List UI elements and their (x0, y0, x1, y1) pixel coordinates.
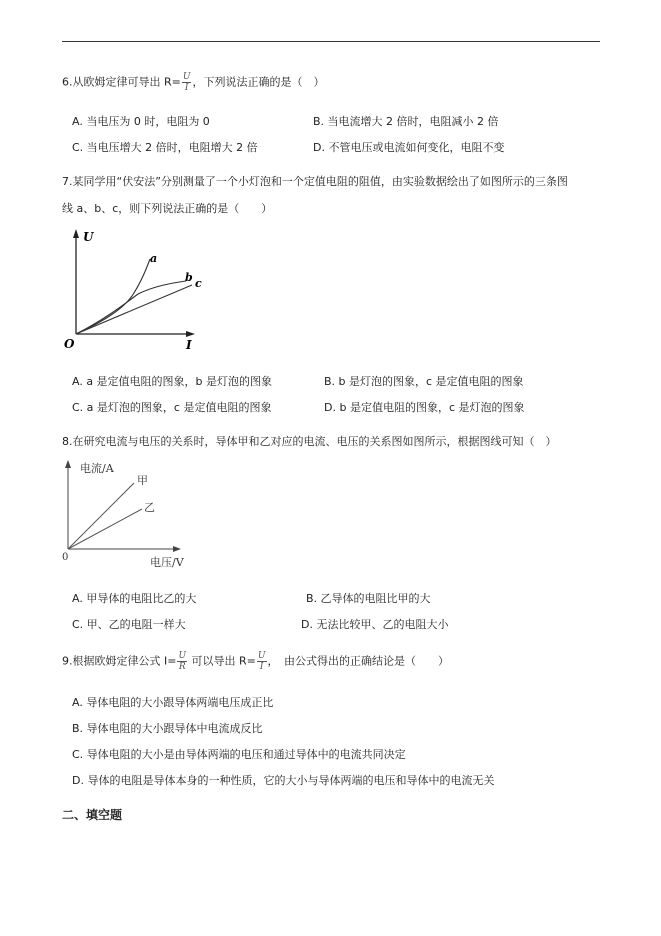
q9-stem-post: ， 由公式得出的正确结论是（ ） (267, 654, 449, 668)
q8-option-c[interactable]: C. 甲、乙的电阻一样大 (72, 618, 186, 631)
q7-option-d[interactable]: D. b 是定值电阻的图象，c 是灯泡的图象 (324, 401, 525, 414)
q7-x-label: I (186, 338, 192, 351)
q8-x-label: 电压/V (150, 556, 184, 569)
q9-option-b[interactable]: B. 导体电阻的大小跟导体中电流成反比 (72, 722, 263, 735)
q7-option-a[interactable]: A. a 是定值电阻的图象，b 是灯泡的图象 (72, 375, 273, 388)
q6-option-d[interactable]: D. 不管电压或电流如何变化，电阻不变 (313, 141, 505, 154)
q7-y-arrow-icon (73, 229, 79, 238)
q9-option-c[interactable]: C. 导体电阻的大小是由导体两端的电压和通过导体中的电流共同决定 (72, 748, 406, 761)
q9-stem-mid: 可以导出 R= (188, 654, 256, 668)
q8-y-arrow-icon (65, 460, 71, 468)
q8-option-d[interactable]: D. 无法比较甲、乙的电阻大小 (301, 618, 449, 631)
q7-option-c[interactable]: C. a 是灯泡的图象，c 是定值电阻的图象 (72, 401, 272, 414)
q7-option-b[interactable]: B. b 是灯泡的图象，c 是定值电阻的图象 (324, 375, 524, 388)
q8-line-yi (68, 509, 142, 549)
q6-stem-pre: 6.从欧姆定律可导出 R= (62, 75, 181, 89)
q8-line-jia (68, 483, 134, 549)
q9-stem-pre: 9.根据欧姆定律公式 I= (62, 654, 177, 668)
q8-label-yi: 乙 (144, 501, 155, 514)
q9-stem (62, 651, 449, 672)
q7-y-label: U (83, 230, 94, 244)
q7-stem-line2: 线 a、b、c，则下列说法正确的是（ ） (62, 202, 273, 215)
q6-option-b[interactable]: B. 当电流增大 2 倍时，电阻减小 2 倍 (313, 115, 499, 128)
header-rule (62, 41, 600, 42)
q7-label-a: a (150, 252, 158, 265)
q7-stem-line1: 7.某同学用“伏安法”分别测量了一个小灯泡和一个定值电阻的阻值，由实验数据绘出了如图所示的三条图 (62, 175, 568, 188)
q8-x-arrow-icon (173, 546, 181, 552)
q6-stem-post: ，下列说法正确的是（ ） (192, 75, 325, 89)
q8-option-a[interactable]: A. 甲导体的电阻比乙的大 (72, 592, 197, 605)
q6-stem (62, 72, 324, 93)
q8-label-jia: 甲 (137, 474, 148, 487)
q9-option-d[interactable]: D. 导体的电阻是导体本身的一种性质，它的大小与导体两端的电压和导体中的电流无关 (72, 774, 495, 787)
q7-x-arrow-icon (186, 331, 195, 337)
q7-label-c: c (195, 277, 202, 290)
q8-graph (60, 457, 200, 572)
q7-curve-a (76, 259, 150, 334)
q6-option-c[interactable]: C. 当电压增大 2 倍时，电阻增大 2 倍 (72, 141, 258, 154)
q8-stem: 8.在研究电流与电压的关系时，导体甲和乙对应的电流、电压的关系图如图所示，根据图线可知（ ） (62, 435, 557, 448)
q8-y-label: 电流/A (80, 462, 114, 475)
q9-option-a[interactable]: A. 导体电阻的大小跟导体两端电压成正比 (72, 696, 274, 709)
section-heading: 二、填空题 (62, 808, 123, 822)
q9-fraction-r: $\frac{U}{I}$ (257, 651, 266, 672)
q7-origin-label: O (64, 337, 75, 351)
q9-fraction-i: $\frac{U}{R}$ (178, 651, 187, 672)
q8-option-b[interactable]: B. 乙导体的电阻比甲的大 (306, 592, 431, 605)
q8-origin-label: 0 (62, 552, 69, 563)
q7-label-b: b (185, 271, 193, 284)
q7-graph (62, 226, 212, 351)
q6-option-a[interactable]: A. 当电压为 0 时，电阻为 0 (72, 115, 210, 128)
q6-fraction: $\frac{U}{I}$ (182, 72, 191, 93)
